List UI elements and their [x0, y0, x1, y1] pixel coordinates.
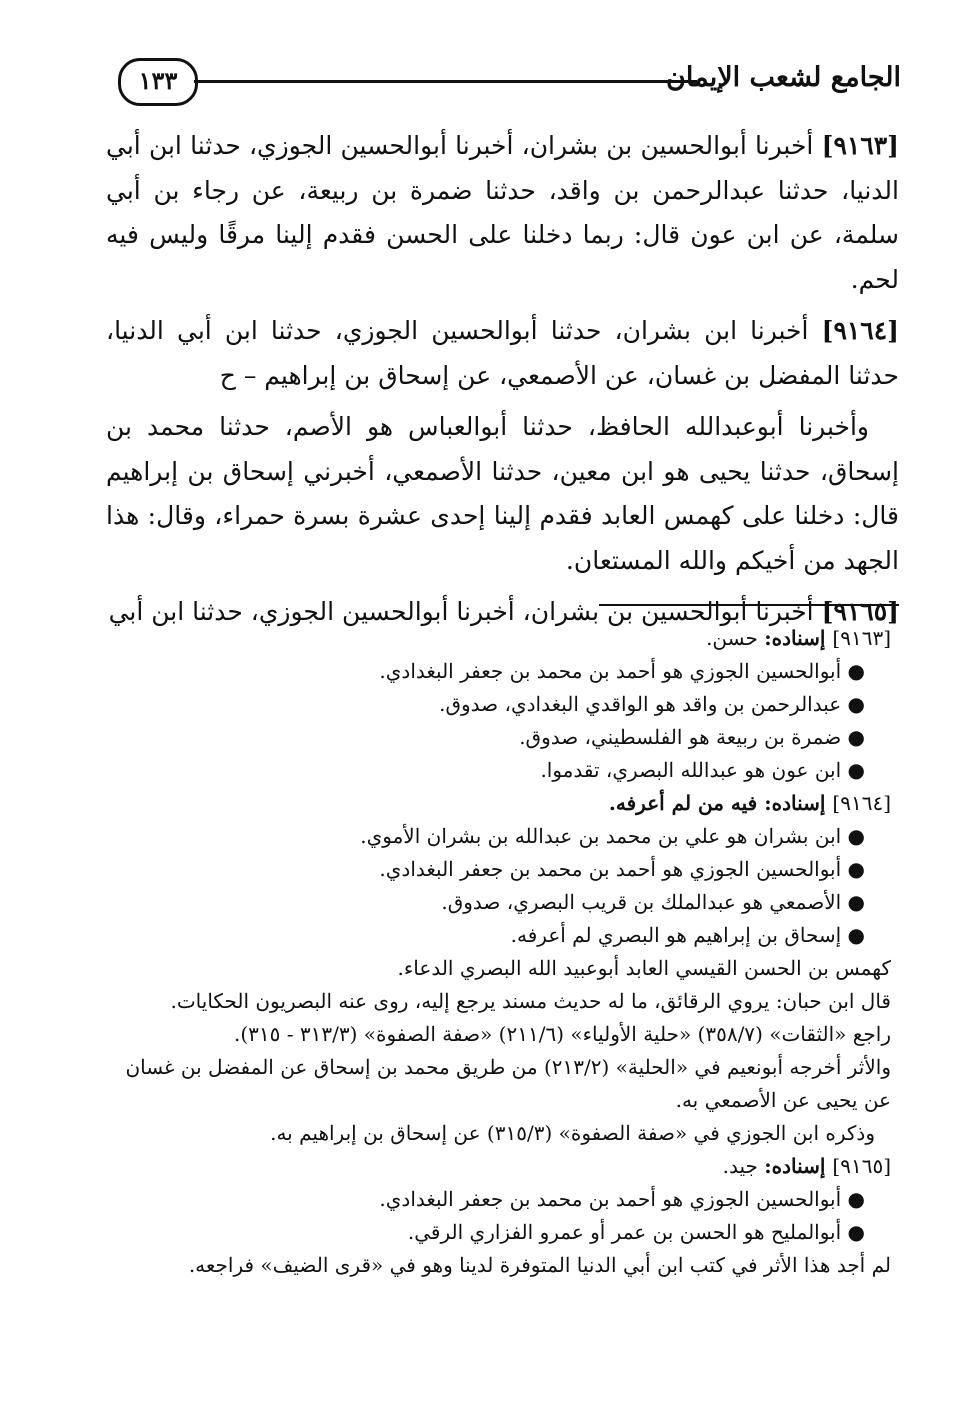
- narrator-note: ● أبوالحسين الجوزي هو أحمد بن محمد بن جعفر البغدادي.: [379, 857, 865, 881]
- footnotes: [118, 622, 891, 1282]
- hadith-9163: [106, 124, 899, 302]
- hadith-number: [٩١٦٣]: [821, 131, 899, 160]
- header-rule: [194, 80, 697, 83]
- narrator-note: ● ابن عون هو عبدالله البصري، تقدموا.: [540, 758, 865, 782]
- page-number-badge: ١٣٣: [118, 58, 198, 106]
- footnote-number: [٩١٦٣]: [832, 626, 891, 650]
- hadith-text: وأخبرنا أبوعبدالله الحافظ، حدثنا أبوالعباس هو الأصم، حدثنا محمد بن إسحاق، حدثنا يحيى هو ابن معين، حدثنا الأصمعي، أخبرني إسحاق بن إبراهيم قال: دخلنا على كهمس العابد فقدم إلينا إحدى عشرة بسرة حمراء، وقال: هذا الجهد من أخيكم والله المستعان.: [106, 412, 899, 575]
- footnote-heading-9164: [118, 787, 891, 820]
- narrator-note: ● ضمرة بن ربيعة هو الفلسطيني، صدوق.: [519, 725, 865, 749]
- hadith-text: أخبرنا أبوالحسين بن بشران، أخبرنا أبوالحسين الجوزي، حدثنا ابن أبي الدنيا، حدثنا عبدالرحمن بن واقد، حدثنا ضمرة بن ربيعة، عن رجاء بن أبي سلمة، عن ابن عون قال: ربما دخلنا على الحسن فقدم إلينا مرقًا وليس فيه لحم.: [106, 131, 899, 294]
- isnad-label: إسناده:: [764, 626, 833, 650]
- footnote-line: وذكره ابن الجوزي في «صفة الصفوة» (٣١٥/٣) عن إسحاق بن إبراهيم به.: [270, 1121, 875, 1145]
- footnote-line: والأثر أخرجه أبونعيم في «الحلية» (٢١٣/٢) من طريق محمد بن إسحاق عن المفضل بن غسان عن يحيى عن الأصمعي به.: [125, 1055, 891, 1112]
- narrator-note: ● ابن بشران هو علي بن محمد بن عبدالله بن بشران الأموي.: [360, 824, 865, 848]
- footnote-number: [٩١٦٤]: [832, 791, 891, 815]
- running-title: الجامع لشعب الإيمان: [666, 62, 901, 93]
- hadith-9164-alt-chain: [106, 405, 899, 583]
- hadith-9164: [106, 309, 899, 398]
- hadith-number: [٩١٦٥]: [821, 597, 899, 626]
- footnote-line: كهمس بن الحسن القيسي العابد أبوعبيد الله البصري الدعاء.: [397, 956, 891, 980]
- isnad-grade: حسن.: [706, 626, 765, 650]
- narrator-note: ● أبوالمليح هو الحسن بن عمر أو عمرو الفزاري الرقي.: [407, 1220, 865, 1244]
- isnad-grade: فيه من لم أعرفه.: [608, 791, 765, 815]
- footnote-line: قال ابن حبان: يروي الرقائق، ما له حديث مسند يرجع إليه، روى عنه البصريون الحكايات.: [170, 989, 891, 1013]
- hadith-text: أخبرنا أبوالحسين بن بشران، أخبرنا أبوالحسين الجوزي، حدثنا ابن أبي: [108, 597, 822, 626]
- footnote-number: [٩١٦٥]: [832, 1154, 891, 1178]
- narrator-note: ● أبوالحسين الجوزي هو أحمد بن محمد بن جعفر البغدادي.: [379, 659, 865, 683]
- footnote-closing: لم أجد هذا الأثر في كتب ابن أبي الدنيا المتوفرة لدينا وهو في «قرى الضيف» فراجعه.: [188, 1253, 891, 1277]
- narrator-note: ● عبدالرحمن بن واقد هو الواقدي البغدادي، صدوق.: [439, 692, 865, 716]
- isnad-label: إسناده:: [764, 1154, 833, 1178]
- hadith-text: أخبرنا ابن بشران، حدثنا أبوالحسين الجوزي، حدثنا ابن أبي الدنيا، حدثنا المفضل بن غسان، عن الأصمعي، عن إسحاق بن إبراهيم – ح: [106, 316, 899, 390]
- footnote-line: راجع «الثقات» (٣٥٨/٧) «حلية الأولياء» (٢١١/٦) «صفة الصفوة» (٣١٣/٣ - ٣١٥).: [233, 1022, 891, 1046]
- isnad-grade: جيد.: [722, 1154, 765, 1178]
- page-header: [118, 58, 901, 114]
- narrator-note: ● الأصمعي هو عبدالملك بن قريب البصري، صدوق.: [441, 890, 865, 914]
- footnote-heading-9165: [118, 1150, 891, 1183]
- main-text: [106, 124, 899, 642]
- isnad-label: إسناده:: [764, 791, 833, 815]
- footnote-heading-9163: [118, 622, 891, 655]
- footnote-separator: [599, 604, 899, 606]
- narrator-note: ● إسحاق بن إبراهيم هو البصري لم أعرفه.: [510, 923, 865, 947]
- hadith-number: [٩١٦٤]: [821, 316, 899, 345]
- narrator-note: ● أبوالحسين الجوزي هو أحمد بن محمد بن جعفر البغدادي.: [379, 1187, 865, 1211]
